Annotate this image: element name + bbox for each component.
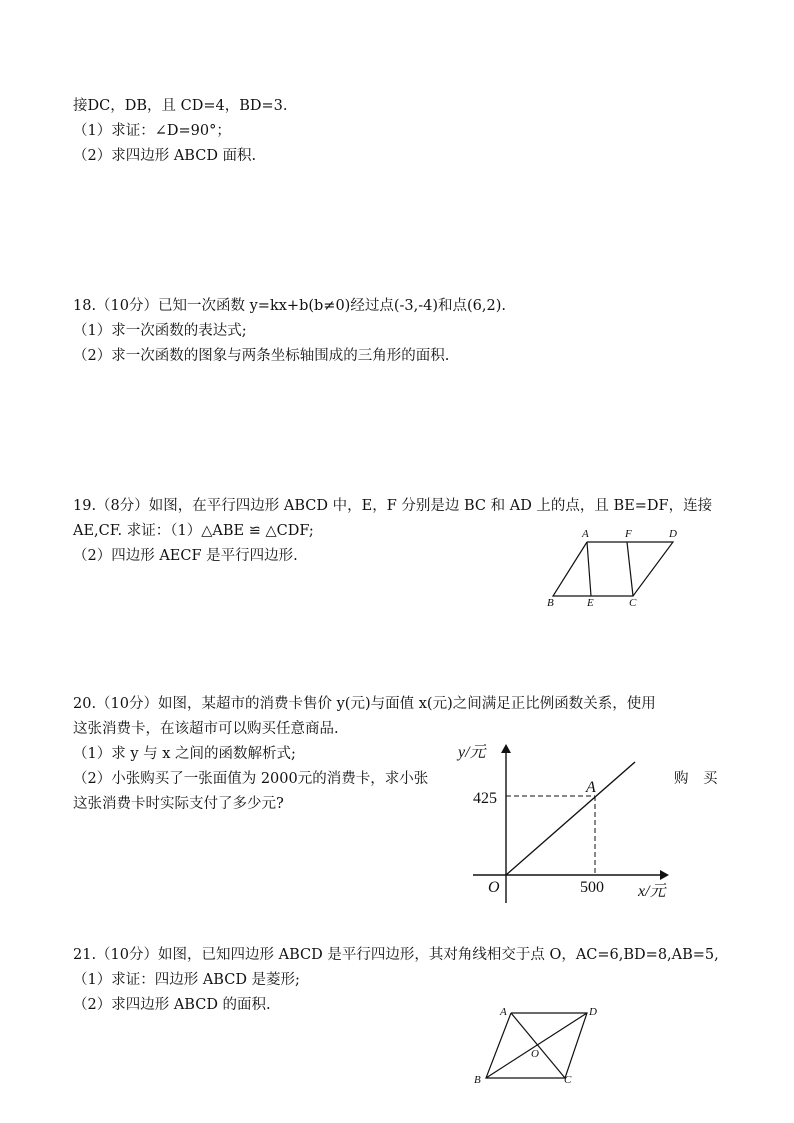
q19-parallelogram-outline <box>553 542 673 596</box>
q20-x-axis-label: x/元 <box>638 883 666 900</box>
q21-label-c: C <box>564 1074 572 1086</box>
q20-part2-continued: 这张消费卡时实际支付了多少元? <box>73 796 284 812</box>
q19-label-d: D <box>669 528 677 540</box>
q21-rhombus-figure <box>466 1001 606 1091</box>
q19-label-c: C <box>629 597 637 609</box>
q19-figure-svg <box>540 526 690 612</box>
q19-text-line-2: AE,CF. 求证：（1）△ABE ≌ △CDF; <box>73 523 314 539</box>
q20-proportional-line <box>506 762 635 875</box>
q18-part2: （2）求一次函数的图象与两条坐标轴围成的三角形的面积. <box>73 348 450 364</box>
q21-diagonal-ac <box>511 1013 565 1078</box>
q20-point-a-label: A <box>586 779 596 796</box>
q20-origin-label: O <box>488 879 500 896</box>
q19-text-line-1: 19.（8分）如图，在平行四边形 ABCD 中，E，F 分别是边 BC 和 AD 上的点，且 BE=DF，连接 <box>73 498 713 514</box>
q20-x-tick-label: 500 <box>580 879 604 896</box>
q21-label-a: A <box>500 1006 507 1018</box>
q20-function-graph <box>455 735 685 905</box>
q17-part1: （1）求证：∠D=90°； <box>73 123 231 139</box>
q18-part1: （1）求一次函数的表达式; <box>73 323 247 339</box>
q21-label-o: O <box>531 1048 539 1060</box>
q21-diagonal-bd <box>486 1013 587 1078</box>
q20-graph-svg <box>455 735 685 905</box>
q17-part2: （2）求四边形 ABCD 面积. <box>73 148 257 164</box>
q20-y-axis-arrow <box>501 744 511 753</box>
q21-part2: （2）求四边形 ABCD 的面积. <box>73 997 271 1013</box>
q21-text-line: 21.（10分）如图，已知四边形 ABCD 是平行四边形，其对角线相交于点 O，AC=6,BD=8,AB=5, <box>73 947 719 963</box>
q20-y-axis-label: y/元 <box>458 744 486 761</box>
q20-part2-end: 购 买 <box>674 771 718 787</box>
q19-label-e: E <box>587 597 594 609</box>
q19-label-b: B <box>547 597 554 609</box>
q21-figure-svg <box>466 1001 606 1091</box>
q20-y-tick-label: 425 <box>473 790 497 807</box>
q19-segment-cf <box>627 542 633 596</box>
q20-part2-start: （2）小张购买了一张面值为 2000元的消费卡，求小张 <box>73 771 429 787</box>
q20-text-line-1: 20.（10分）如图，某超市的消费卡售价 y(元)与面值 x(元)之间满足正比例函数关系，使用 <box>73 696 656 712</box>
q21-label-d: D <box>589 1006 597 1018</box>
q20-text-line-2: 这张消费卡，在该超市可以购买任意商品. <box>73 721 339 737</box>
q19-text-line-3: （2）四边形 AECF 是平行四边形. <box>73 548 298 564</box>
q21-part1: （1）求证：四边形 ABCD 是菱形; <box>73 972 300 988</box>
q19-label-a: A <box>582 528 589 540</box>
q19-segment-ae <box>587 542 591 596</box>
q18-text-line: 18.（10分）已知一次函数 y=kx+b(b≠0)经过点(-3,-4)和点(6,2). <box>73 298 506 314</box>
q20-part1: （1）求 y 与 x 之间的函数解析式; <box>73 746 296 762</box>
q19-parallelogram-figure <box>540 526 690 612</box>
q19-label-f: F <box>625 528 632 540</box>
q20-x-axis-arrow <box>660 870 669 880</box>
q21-label-b: B <box>474 1074 481 1086</box>
q17-text-line: 接DC，DB，且 CD=4，BD=3. <box>73 98 288 114</box>
